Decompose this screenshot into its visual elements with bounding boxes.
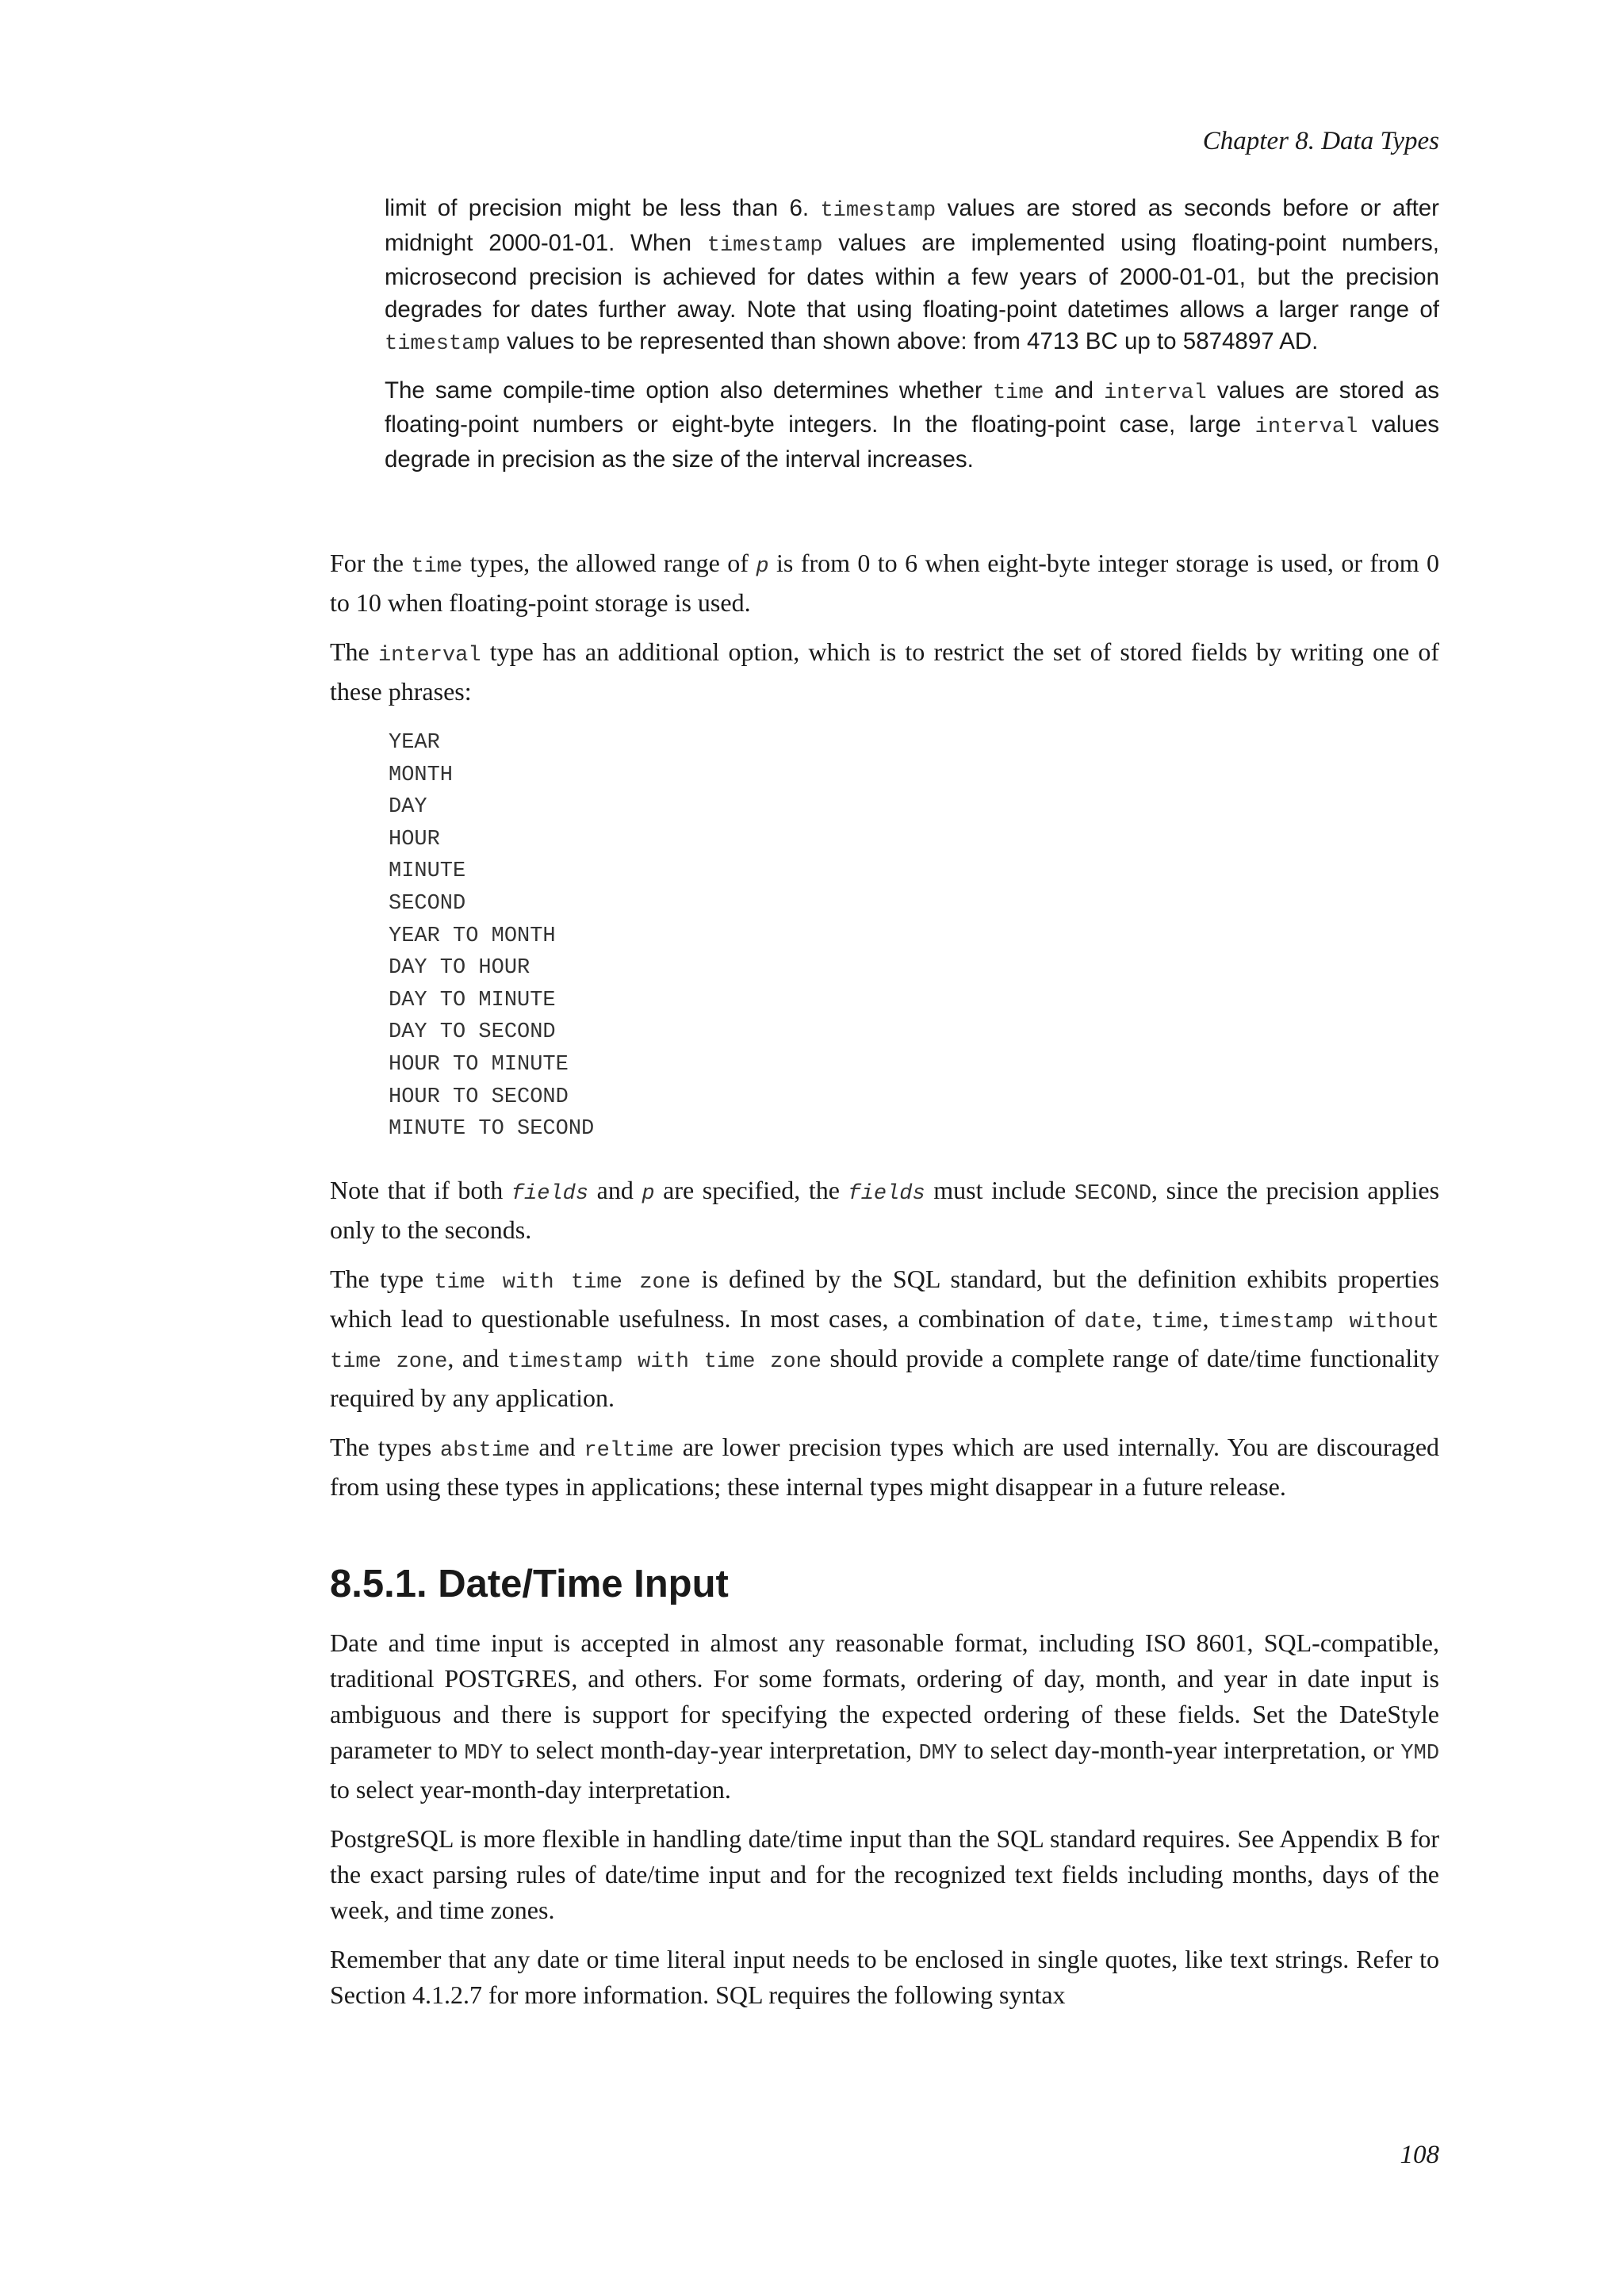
inline-code: time	[992, 381, 1044, 405]
inline-code: SECOND	[1074, 1181, 1152, 1206]
interval-phrase: DAY TO MINUTE	[389, 988, 556, 1012]
inline-code: timestamp	[385, 332, 500, 356]
paragraph-time-precision: For the time types, the allowed range of p is from 0 to 6 when eight-byte integer storage is used, or from 0 to 10 when floating-point storage is used.	[330, 549, 1440, 617]
paragraph-interval-option: The interval type has an additional option, which is to restrict the set of stored fields by writing one of these phrases:	[330, 637, 1440, 706]
inline-code: timestamp without time zone	[330, 1310, 1440, 1374]
main-content	[330, 545, 1439, 2026]
inline-code: MDY	[464, 1741, 504, 1766]
inline-code: time with time zone	[434, 1270, 691, 1295]
paragraph-time-with-zone: The type time with time zone is defined by the SQL standard, but the definition exhibits properties which lead to questionable usefulness. In most cases, a combination of date, time, timestamp without time zone, and timestamp with time zone should provide a complete range of date/time functionality required by any application.	[330, 1264, 1440, 1412]
inline-code: YMD	[1400, 1741, 1440, 1766]
paragraph-fields-note: Note that if both fields and p are specified, the fields must include SECOND, since the precision applies only to the seconds.	[330, 1175, 1440, 1244]
note-paragraph-1: limit of precision might be less than 6. timestamp values are stored as seconds before or after midnight 2000-01-01. When timestamp values are implemented using floating-point numbers, microsecond precision is achieved for dates within a few years of 2000-01-01, but the precision degrades for dates further away. Note that using floating-point datetimes allows a larger range of timestamp values to be represented than shown above: from 4713 BC up to 5874897 AD.	[385, 195, 1440, 356]
inline-code: timestamp with time zone	[507, 1349, 822, 1374]
interval-phrase: DAY	[389, 795, 427, 820]
interval-phrases-list	[389, 727, 1439, 1146]
note-block	[385, 193, 1439, 490]
inline-code: abstime	[440, 1438, 530, 1463]
inline-code: reltime	[584, 1438, 674, 1463]
running-header: Chapter 8. Data Types	[1202, 127, 1439, 155]
interval-phrase: DAY TO HOUR	[389, 956, 530, 981]
note-paragraph-2: The same compile-time option also determines whether time and interval values are stored as floating-point numbers or eight-byte integers. In the floating-point case, large interval values degrade in precision as the size of the interval increases.	[385, 377, 1439, 473]
inline-code: fields	[848, 1181, 925, 1206]
inline-code: p	[756, 555, 769, 579]
inline-code: p	[642, 1181, 655, 1206]
inline-code: timestamp	[707, 233, 823, 258]
inline-code: time	[411, 555, 463, 579]
paragraph-quotes: Remember that any date or time literal input needs to be enclosed in single quotes, like text strings. Refer to Section 4.1.2.7 for more information. SQL requires the following syntax	[330, 1944, 1439, 2009]
interval-phrase: SECOND	[389, 891, 466, 916]
paragraph-date-input: Date and time input is accepted in almost any reasonable format, including ISO 8601, SQL-compatible, traditional POSTGRES, and others. For some formats, ordering of day, month, and year in date input is ambiguous and there is support for specifying the expected ordering of these fields. Set the DateStyle parameter to MDY to select month-day-year interpretation, DMY to select day-month-year interpretation, or YMD to select year-month-day interpretation.	[330, 1628, 1440, 1804]
paragraph-abstime-reltime: The types abstime and reltime are lower precision types which are used internally. You are discouraged from using these types in applications; these internal types might disappear in a future release.	[330, 1432, 1440, 1501]
paragraph-flexibility: PostgreSQL is more flexible in handling date/time input than the SQL standard requires. See Appendix B for the exact parsing rules of date/time input and for the recognized text fields including months, days of the week, and time zones.	[330, 1823, 1439, 1924]
inline-code: fields	[511, 1181, 589, 1206]
inline-code: interval	[377, 644, 481, 668]
interval-phrase: MINUTE TO SECOND	[389, 1117, 595, 1142]
inline-code: DMY	[918, 1741, 958, 1766]
interval-phrase: YEAR TO MONTH	[389, 924, 556, 948]
interval-phrase: MINUTE	[389, 859, 466, 884]
page-number: 108	[1400, 2141, 1439, 2169]
inline-code: timestamp	[820, 199, 936, 223]
interval-phrase: DAY TO SECOND	[389, 1020, 556, 1045]
inline-code: date	[1084, 1310, 1136, 1334]
interval-phrase: YEAR	[389, 731, 440, 755]
interval-phrase: HOUR TO MINUTE	[389, 1052, 569, 1077]
section-heading: 8.5.1. Date/Time Input	[330, 1562, 729, 1605]
interval-phrase: HOUR TO SECOND	[389, 1085, 569, 1109]
interval-phrase: HOUR	[389, 827, 440, 851]
interval-phrase: MONTH	[389, 763, 454, 787]
inline-code: time	[1151, 1310, 1203, 1334]
inline-code: interval	[1104, 381, 1207, 405]
inline-code: interval	[1254, 415, 1358, 439]
